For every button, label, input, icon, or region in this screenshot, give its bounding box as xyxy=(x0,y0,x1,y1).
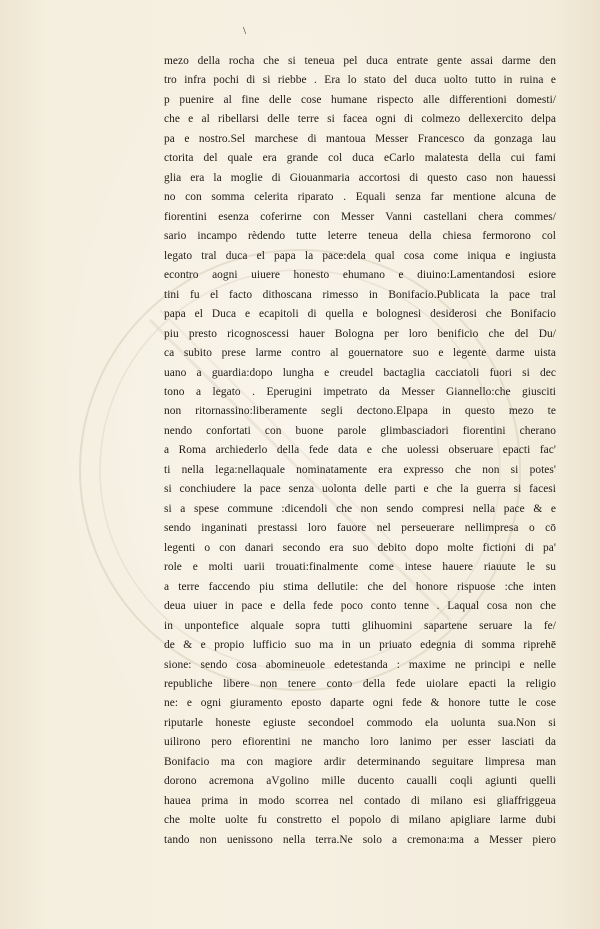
text-line: Bonifacio ma con magiore ardir determinando seguitare limpresa man xyxy=(164,755,556,768)
text-line: ca subito prese larme contro al gouernatore suo e legente darme uista xyxy=(164,347,556,360)
text-line: si a spese commune :dicendoli che non sendo compresi nella pace & e xyxy=(164,502,556,515)
text-line: papa el Duca e ecapitoli di quella e bolognesi desiderosi che Bonifacio xyxy=(164,308,556,321)
text-line: riputarle honeste egiuste secondoel commodo ela uolunta sua.Non si xyxy=(164,716,556,729)
text-line: in unpontefice alquale sopra tutti glihuomini sapartene seruare la fe/ xyxy=(164,619,556,632)
text-line: sendo inganinati prestassi loro fauore nel perseuerare nellimpresa o cō xyxy=(164,522,556,535)
text-line: non ritornassino:liberamente segli dectono.Elpapa in questo mezo te xyxy=(164,405,556,418)
text-line: a Roma archiederlo della fede data e che uolessi obseruare epacti fac' xyxy=(164,444,556,457)
text-line: sione: sendo cosa abomineuole edetestanda : maxime ne principi e nelle xyxy=(164,658,556,671)
text-line: piu presto ricognoscessi hauer Bologna per loro benificio che del Du/ xyxy=(164,327,556,340)
text-line: mezo della rocha che si teneua pel duca entrate gente assai darme den xyxy=(164,55,556,67)
text-line: nendo confortati con buone parole glimbasciadori fiorentini cherano xyxy=(164,424,556,437)
text-line: sario incampo rèdendo tutte leterre teneua della chiesa fermorono col xyxy=(164,230,556,243)
text-line: che e al ribellarsi delle terre si facea ogni di colmezo dellexercito delpa xyxy=(164,113,556,126)
text-line: glia era la moglie di Giouanmaria accortosi di questo caso non hauessi xyxy=(164,171,556,184)
text-line: uano a guardia:dopo lungha e creudel bactaglia cacciatoli fuori si dec xyxy=(164,366,556,379)
text-line: legenti o con danari secondo era suo debito dopo molte fictioni di pa' xyxy=(164,541,556,554)
text-line: tando non uenissono nella terra.Ne solo a cremona:ma a Messer piero xyxy=(164,833,556,846)
text-line: hauea prima in modo scorrea nel contado di milano esi gliaffriggeua xyxy=(164,794,556,807)
text-line: deua uiuer in pace e della fede poco conto tenne . Laqual cosa non che xyxy=(164,600,556,613)
folio-mark: \ xyxy=(243,25,247,37)
text-line: pa e nostro.Sel marchese di mantoua Messer Francesco da gonzaga lau xyxy=(164,132,556,145)
text-line: ctorita del quale era grande col duca eCarlo malatesta della cui fami xyxy=(164,152,556,165)
text-line: fiorentini esenza coferirne con Messer Vanni castellani chera commes/ xyxy=(164,210,556,223)
text-line: dorono acremona aVgolino mille ducento caualli coqli agiunti quelli xyxy=(164,775,556,788)
text-line: role e molti uarii trouati:finalmente come intese hauere riauute le su xyxy=(164,561,556,574)
text-line: tini fu el facto dithoscana rimesso in Bonifacio.Publicata la pace tral xyxy=(164,288,556,301)
text-line: p puenire al fine delle cose humane rispecto alle differentioni domesti/ xyxy=(164,93,556,106)
text-line: no con somma celerita riparato . Equali senza far mentione alcuna de xyxy=(164,191,556,204)
text-line: tono a legato . Eperugini impetrato da Messer Giannello:che giusciti xyxy=(164,385,556,398)
text-line: si conchiudere la pace senza uolonta delle parti e che la guerra si facesi xyxy=(164,483,556,496)
body-text xyxy=(164,52,556,850)
text-line: che molte uolte fu constretto el popolo di milano apigliare larme dubi xyxy=(164,814,556,827)
text-line: uilirono pero efiorentini ne mancho loro lanimo per esser lasciati da xyxy=(164,736,556,749)
text-line: de & e propio lufficio suo ma in un priuato edegnia di somma riprehē xyxy=(164,639,556,652)
text-line: a terre faccendo piu stima dellutile: che del honore rispuose :che inten xyxy=(164,580,556,593)
text-line: econtro aogni uiuere honesto ehumano e diuino:Lamentandosi esiore xyxy=(164,269,556,282)
text-line: tro infra pochi di si riebbe . Era lo stato del duca uolto tutto in ruina e xyxy=(164,74,556,87)
text-line: republiche libere non tenere conto della fede uiolare epacti la religio xyxy=(164,678,556,690)
text-line: ne: e ogni giuramento eposto daparte ogni fede & honore tutte le cose xyxy=(164,697,556,710)
text-line: ti nella lega:nellaquale nominatamente era expresso che non si potes' xyxy=(164,463,556,476)
text-line: legato tral duca el papa la pace:dela qual cosa come iniqua e ingiusta xyxy=(164,249,556,262)
